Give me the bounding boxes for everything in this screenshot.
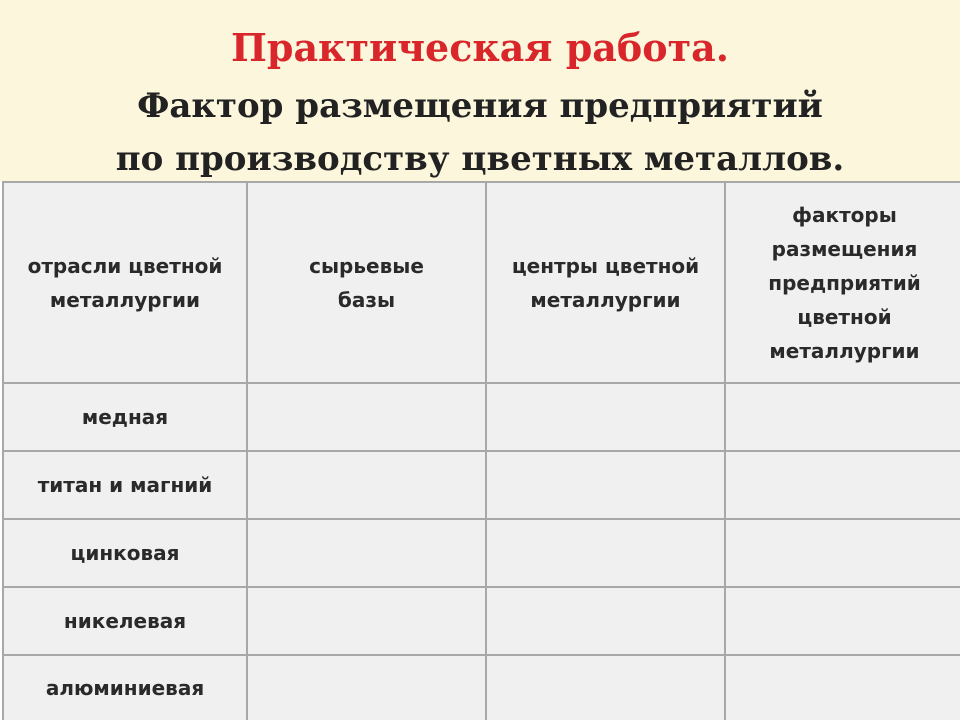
slide-title: Практическая работа. (230, 25, 730, 70)
factors-cell[interactable] (725, 383, 960, 451)
slide-subtitle-line-1: Фактор размещения предприятий (137, 86, 823, 126)
metallurgy-table (2, 181, 960, 720)
header-raw-bases-line: сырьевые (309, 253, 424, 278)
industry-name-cell: медная (3, 383, 247, 451)
centers-cell[interactable] (486, 655, 725, 720)
header-factors-line: цветной (797, 304, 892, 329)
industry-name-cell: никелевая (3, 587, 247, 655)
table-row (3, 655, 960, 720)
header-cell-factors (725, 182, 960, 383)
header-raw-bases-line: базы (337, 287, 396, 312)
industry-name-cell: алюминиевая (3, 655, 247, 720)
header-cell-industries (3, 182, 247, 383)
industry-name-cell: титан и магний (3, 451, 247, 519)
header-industries-line: отрасли цветной (27, 253, 223, 278)
factors-cell[interactable] (725, 655, 960, 720)
table-row (3, 519, 960, 587)
header-cell-centers (486, 182, 725, 383)
header-factors-line: металлургии (769, 338, 920, 363)
centers-cell[interactable] (486, 519, 725, 587)
header-factors-line: предприятий (768, 270, 921, 295)
factors-cell[interactable] (725, 519, 960, 587)
table-row (3, 587, 960, 655)
table-row (3, 383, 960, 451)
header-centers-line: металлургии (530, 287, 681, 312)
header-factors-line: размещения (771, 236, 918, 261)
industry-name-cell: цинковая (3, 519, 247, 587)
slide-header (0, 0, 960, 181)
centers-cell[interactable] (486, 451, 725, 519)
raw-bases-cell[interactable] (247, 587, 486, 655)
slide-subtitle-line-2: по производству цветных металлов. (115, 139, 845, 179)
header-cell-raw-bases (247, 182, 486, 383)
centers-cell[interactable] (486, 587, 725, 655)
header-centers-line: центры цветной (511, 253, 700, 278)
centers-cell[interactable] (486, 383, 725, 451)
factors-cell[interactable] (725, 451, 960, 519)
table-header-row (3, 182, 960, 383)
factors-cell[interactable] (725, 587, 960, 655)
raw-bases-cell[interactable] (247, 519, 486, 587)
header-factors-line: факторы (792, 202, 897, 227)
raw-bases-cell[interactable] (247, 655, 486, 720)
raw-bases-cell[interactable] (247, 383, 486, 451)
header-industries-line: металлургии (49, 287, 201, 312)
table-row (3, 451, 960, 519)
raw-bases-cell[interactable] (247, 451, 486, 519)
